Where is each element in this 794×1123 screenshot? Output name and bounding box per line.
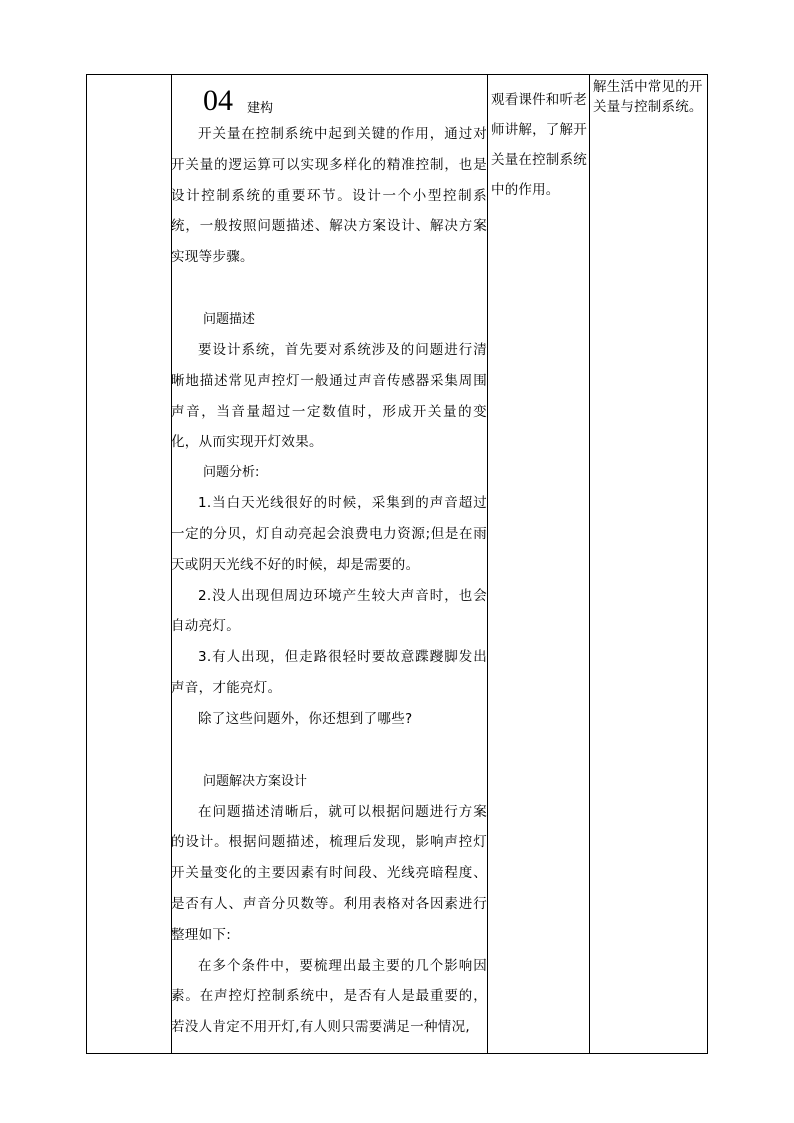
lesson-table xyxy=(86,74,708,1054)
section-title: 建构 xyxy=(247,101,274,116)
section-heading xyxy=(171,79,487,119)
question-paragraph: 除了这些问题外，你还想到了哪些? xyxy=(198,710,413,727)
solution-paragraph: 在问题描述清晰后，就可以根据问题进行方案的设计。根据问题描述，梳理后发现，影响声控灯开关量变化的主要因素有时间段、光线亮暗程度、是否有人、声音分贝数等。利用表格对各因素进行整理如下: xyxy=(171,803,487,943)
column-divider xyxy=(589,75,590,1053)
student-activity-cell xyxy=(491,75,587,1053)
analysis-item: 3.有人出现，但走路很轻时要故意蹀躞脚发出声音，才能亮灯。 xyxy=(171,649,487,696)
student-activity-text: 观看课件和听老师讲解，了解开关量在控制系统中的作用。 xyxy=(491,92,587,198)
column-divider xyxy=(487,75,488,1053)
teaching-content-cell xyxy=(171,75,487,1053)
problem-paragraph: 要设计系统，首先要对系统涉及的问题进行清晰地描述常见声控灯一般通过声音传感器采集周围声音，当音量超过一定数值时，形成开关量的变化，从而实现开灯效果。 xyxy=(171,341,487,451)
analysis-title: 问题分析: xyxy=(203,465,260,481)
problem-title: 问题描述 xyxy=(203,311,256,327)
design-intent-cell xyxy=(593,75,705,1053)
section-number: 04 xyxy=(203,84,233,117)
design-intent-text: 解生活中常见的开关量与控制系统。 xyxy=(593,79,703,115)
analysis-item: 2.没人出现但周边环境产生较大声音时，也会自动亮灯。 xyxy=(171,587,487,635)
solution-paragraph: 在多个条件中，要梳理出最主要的几个影响因素。在声控灯控制系统中，是否有人是最重要的，若没人肯定不用开灯,有人则只需要满足一种情况, xyxy=(171,957,487,1036)
intro-paragraph: 开关量在控制系统中起到关键的作用，通过对开关量的逻运算可以实现多样化的精准控制，也是设计控制系统的重要环节。设计一个小型控制系统，一般按照问题描述、解决方案设计、解决方案实现等步骤。 xyxy=(171,126,487,266)
analysis-item: 1.当白天光线很好的时候，采集到的声音超过一定的分贝，灯自动亮起会浪费电力资源;但是在雨天或阴天光线不好的时候，却是需要的。 xyxy=(171,495,487,573)
solution-title: 问题解决方案设计 xyxy=(203,773,308,789)
